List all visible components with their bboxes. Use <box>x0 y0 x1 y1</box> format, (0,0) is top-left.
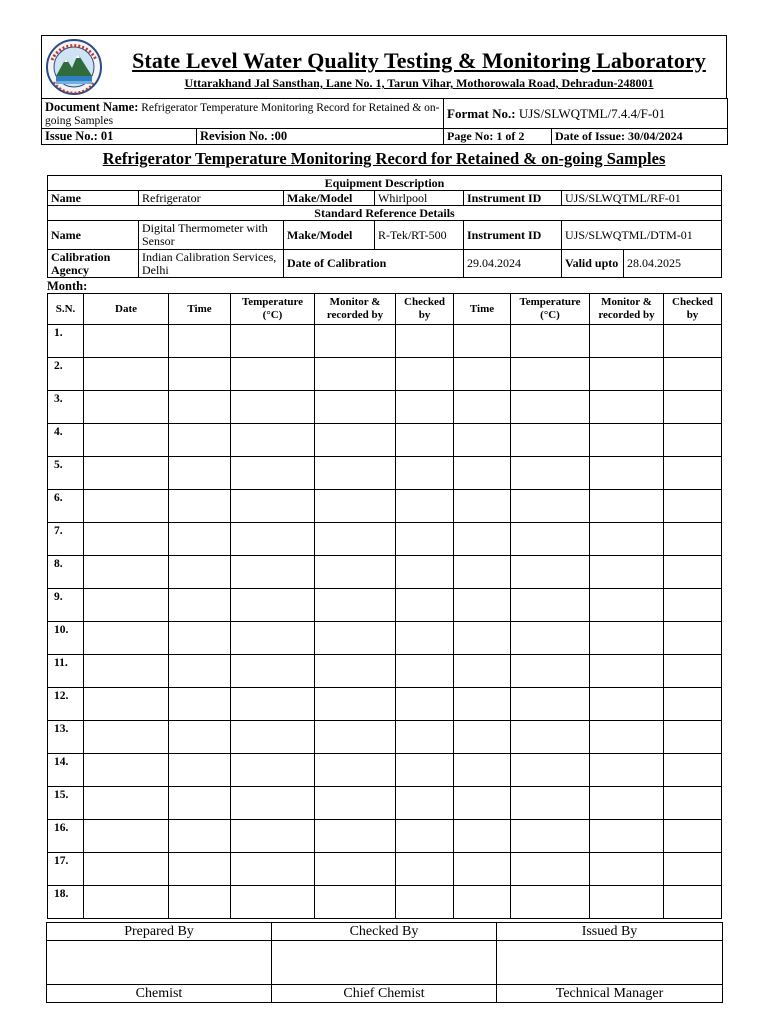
log-row <box>48 325 722 358</box>
log-entry-cell[interactable] <box>664 853 722 886</box>
log-entry-cell[interactable] <box>84 787 169 820</box>
log-row <box>48 754 722 787</box>
log-entry-cell[interactable] <box>511 424 590 457</box>
log-entry-cell[interactable] <box>454 457 511 490</box>
log-entry-cell[interactable] <box>231 754 315 787</box>
column-header: Monitor & recorded by <box>315 294 396 325</box>
log-entry-cell[interactable] <box>664 490 722 523</box>
log-entry-cell[interactable] <box>511 853 590 886</box>
valid-upto-value: 28.04.2025 <box>624 250 722 278</box>
log-entry-cell[interactable] <box>511 589 590 622</box>
log-entry-cell[interactable] <box>231 556 315 589</box>
signature-table <box>46 922 723 1003</box>
log-entry-cell[interactable] <box>590 820 664 853</box>
log-row <box>48 688 722 721</box>
log-entry-cell[interactable] <box>231 655 315 688</box>
temperature-log-table <box>47 293 722 919</box>
log-entry-cell[interactable] <box>396 490 454 523</box>
log-entry-cell[interactable] <box>590 721 664 754</box>
log-entry-cell[interactable] <box>84 556 169 589</box>
log-entry-cell[interactable] <box>664 457 722 490</box>
log-entry-cell[interactable] <box>590 325 664 358</box>
log-entry-cell[interactable] <box>169 523 231 556</box>
row-number: 16. <box>48 820 84 853</box>
calibration-date-value: 29.04.2024 <box>464 250 562 278</box>
log-entry-cell[interactable] <box>454 886 511 919</box>
equipment-id-label: Instrument ID <box>464 191 562 206</box>
log-entry-cell[interactable] <box>169 490 231 523</box>
standard-make-value: R-Tek/RT-500 <box>375 221 464 250</box>
issued-by-role: Technical Manager <box>497 985 723 1003</box>
log-entry-cell[interactable] <box>169 358 231 391</box>
header-banner <box>41 35 727 98</box>
log-entry-cell[interactable] <box>315 457 396 490</box>
log-entry-cell[interactable] <box>590 787 664 820</box>
log-entry-cell[interactable] <box>590 622 664 655</box>
log-entry-cell[interactable] <box>396 589 454 622</box>
row-number: 5. <box>48 457 84 490</box>
log-entry-cell[interactable] <box>454 787 511 820</box>
equipment-details-table <box>47 175 722 278</box>
log-entry-cell[interactable] <box>231 391 315 424</box>
document-control-table <box>41 98 728 145</box>
column-header: Temperature (°C) <box>511 294 590 325</box>
log-entry-cell[interactable] <box>169 820 231 853</box>
row-number: 13. <box>48 721 84 754</box>
laboratory-address: Uttarakhand Jal Sansthan, Lane No. 1, Tarun Vihar, Mothorowala Road, Dehradun-248001 <box>184 76 654 90</box>
log-entry-cell[interactable] <box>84 589 169 622</box>
log-row <box>48 391 722 424</box>
log-entry-cell[interactable] <box>231 589 315 622</box>
log-entry-cell[interactable] <box>590 424 664 457</box>
log-entry-cell[interactable] <box>315 820 396 853</box>
standard-id-label: Instrument ID <box>464 221 562 250</box>
log-entry-cell[interactable] <box>315 688 396 721</box>
log-entry-cell[interactable] <box>231 688 315 721</box>
log-row <box>48 358 722 391</box>
log-entry-cell[interactable] <box>664 754 722 787</box>
log-entry-cell[interactable] <box>511 754 590 787</box>
date-of-issue: Date of Issue: 30/04/2024 <box>552 129 728 145</box>
row-number: 11. <box>48 655 84 688</box>
column-header: Date <box>84 294 169 325</box>
log-entry-cell[interactable] <box>396 457 454 490</box>
log-row <box>48 556 722 589</box>
log-entry-cell[interactable] <box>511 886 590 919</box>
standard-name-value: Digital Thermometer with Sensor <box>139 221 284 250</box>
log-entry-cell[interactable] <box>664 523 722 556</box>
log-entry-cell[interactable] <box>231 457 315 490</box>
log-entry-cell[interactable] <box>454 391 511 424</box>
prepared-by-signature-field[interactable] <box>47 941 272 985</box>
log-entry-cell[interactable] <box>511 490 590 523</box>
log-entry-cell[interactable] <box>664 358 722 391</box>
log-entry-cell[interactable] <box>231 820 315 853</box>
log-entry-cell[interactable] <box>454 556 511 589</box>
log-entry-cell[interactable] <box>396 787 454 820</box>
log-row <box>48 787 722 820</box>
log-row <box>48 490 722 523</box>
log-entry-cell[interactable] <box>454 754 511 787</box>
prepared-by-role: Chemist <box>47 985 272 1003</box>
calibration-date-label: Date of Calibration <box>284 250 464 278</box>
log-row <box>48 721 722 754</box>
log-entry-cell[interactable] <box>454 622 511 655</box>
log-entry-cell[interactable] <box>169 589 231 622</box>
log-entry-cell[interactable] <box>664 325 722 358</box>
log-entry-cell[interactable] <box>396 523 454 556</box>
log-entry-cell[interactable] <box>315 754 396 787</box>
log-entry-cell[interactable] <box>396 391 454 424</box>
log-entry-cell[interactable] <box>84 457 169 490</box>
document-name-label: Document Name: <box>45 100 139 114</box>
log-entry-cell[interactable] <box>315 523 396 556</box>
log-entry-cell[interactable] <box>664 688 722 721</box>
document-name-value: Refrigerator Temperature Monitoring Record for Retained & on-going Samples <box>45 102 440 127</box>
revision-number: Revision No. :00 <box>197 129 444 145</box>
log-entry-cell[interactable] <box>231 325 315 358</box>
log-entry-cell[interactable] <box>169 655 231 688</box>
standard-make-label: Make/Model <box>284 221 375 250</box>
valid-upto-label: Valid upto <box>562 250 624 278</box>
log-entry-cell[interactable] <box>169 325 231 358</box>
log-entry-cell[interactable] <box>590 886 664 919</box>
log-entry-cell[interactable] <box>664 787 722 820</box>
row-number: 17. <box>48 853 84 886</box>
log-entry-cell[interactable] <box>590 523 664 556</box>
log-entry-cell[interactable] <box>511 622 590 655</box>
log-entry-cell[interactable] <box>590 358 664 391</box>
log-row <box>48 622 722 655</box>
log-entry-cell[interactable] <box>396 358 454 391</box>
log-entry-cell[interactable] <box>315 721 396 754</box>
log-entry-cell[interactable] <box>169 754 231 787</box>
log-entry-cell[interactable] <box>169 391 231 424</box>
log-entry-cell[interactable] <box>315 358 396 391</box>
standard-section-title: Standard Reference Details <box>48 206 722 221</box>
log-header-row <box>48 294 722 325</box>
log-entry-cell[interactable] <box>664 391 722 424</box>
row-number: 14. <box>48 754 84 787</box>
log-entry-cell[interactable] <box>231 424 315 457</box>
log-entry-cell[interactable] <box>315 853 396 886</box>
log-entry-cell[interactable] <box>315 886 396 919</box>
row-number: 12. <box>48 688 84 721</box>
log-entry-cell[interactable] <box>84 424 169 457</box>
log-entry-cell[interactable] <box>169 721 231 754</box>
log-entry-cell[interactable] <box>511 391 590 424</box>
log-entry-cell[interactable] <box>396 325 454 358</box>
log-row <box>48 589 722 622</box>
checked-by-header: Checked By <box>272 923 497 941</box>
format-number-cell <box>444 99 728 129</box>
row-number: 10. <box>48 622 84 655</box>
document-name-cell <box>42 99 444 129</box>
log-entry-cell[interactable] <box>231 853 315 886</box>
log-entry-cell[interactable] <box>454 655 511 688</box>
log-entry-cell[interactable] <box>169 622 231 655</box>
organization-logo <box>44 38 104 96</box>
log-entry-cell[interactable] <box>454 853 511 886</box>
row-number: 4. <box>48 424 84 457</box>
row-number: 2. <box>48 358 84 391</box>
log-entry-cell[interactable] <box>511 820 590 853</box>
log-entry-cell[interactable] <box>231 523 315 556</box>
laboratory-name: State Level Water Quality Testing & Monitoring Laboratory <box>132 48 706 73</box>
column-header: Time <box>454 294 511 325</box>
prepared-by-header: Prepared By <box>47 923 272 941</box>
emblem-icon <box>44 38 104 96</box>
log-entry-cell[interactable] <box>664 886 722 919</box>
row-number: 8. <box>48 556 84 589</box>
log-entry-cell[interactable] <box>84 391 169 424</box>
log-row <box>48 424 722 457</box>
document-header <box>41 35 727 145</box>
log-entry-cell[interactable] <box>315 622 396 655</box>
log-entry-cell[interactable] <box>454 589 511 622</box>
row-number: 6. <box>48 490 84 523</box>
log-entry-cell[interactable] <box>84 688 169 721</box>
log-entry-cell[interactable] <box>454 688 511 721</box>
log-entry-cell[interactable] <box>315 556 396 589</box>
log-row <box>48 523 722 556</box>
log-entry-cell[interactable] <box>315 325 396 358</box>
log-entry-cell[interactable] <box>231 721 315 754</box>
log-row <box>48 886 722 919</box>
equipment-name-value: Refrigerator <box>139 191 284 206</box>
column-header: Temperature (°C) <box>231 294 315 325</box>
log-entry-cell[interactable] <box>315 490 396 523</box>
log-entry-cell[interactable] <box>315 655 396 688</box>
log-entry-cell[interactable] <box>396 721 454 754</box>
row-number: 15. <box>48 787 84 820</box>
format-number-label: Format No.: <box>447 106 516 121</box>
equipment-name-label: Name <box>48 191 139 206</box>
log-entry-cell[interactable] <box>454 820 511 853</box>
checked-by-signature-field[interactable] <box>272 941 497 985</box>
column-header: Checked by <box>396 294 454 325</box>
log-entry-cell[interactable] <box>511 721 590 754</box>
log-entry-cell[interactable] <box>511 523 590 556</box>
issue-number: Issue No.: 01 <box>42 129 197 145</box>
log-entry-cell[interactable] <box>664 721 722 754</box>
log-entry-cell[interactable] <box>664 556 722 589</box>
log-entry-cell[interactable] <box>84 853 169 886</box>
log-entry-cell[interactable] <box>396 754 454 787</box>
format-number-value: UJS/SLWQTML/7.4.4/F-01 <box>518 106 666 121</box>
log-entry-cell[interactable] <box>84 754 169 787</box>
log-entry-cell[interactable] <box>231 886 315 919</box>
log-entry-cell[interactable] <box>590 490 664 523</box>
equipment-section-title: Equipment Description <box>48 176 722 191</box>
log-entry-cell[interactable] <box>231 358 315 391</box>
log-entry-cell[interactable] <box>231 490 315 523</box>
log-row <box>48 820 722 853</box>
log-entry-cell[interactable] <box>511 457 590 490</box>
log-entry-cell[interactable] <box>396 853 454 886</box>
calibration-agency-value: Indian Calibration Services, Delhi <box>139 250 284 278</box>
standard-id-value: UJS/SLWQTML/DTM-01 <box>562 221 722 250</box>
log-entry-cell[interactable] <box>454 523 511 556</box>
column-header: Time <box>169 294 231 325</box>
log-entry-cell[interactable] <box>396 556 454 589</box>
log-entry-cell[interactable] <box>590 853 664 886</box>
log-entry-cell[interactable] <box>396 886 454 919</box>
log-entry-cell[interactable] <box>84 523 169 556</box>
issued-by-header: Issued By <box>497 923 723 941</box>
log-entry-cell[interactable] <box>511 358 590 391</box>
log-entry-cell[interactable] <box>169 457 231 490</box>
row-number: 18. <box>48 886 84 919</box>
log-entry-cell[interactable] <box>511 688 590 721</box>
month-label: Month: <box>47 279 88 293</box>
column-header: Checked by <box>664 294 722 325</box>
log-entry-cell[interactable] <box>590 655 664 688</box>
log-entry-cell[interactable] <box>84 325 169 358</box>
log-entry-cell[interactable] <box>169 853 231 886</box>
log-entry-cell[interactable] <box>315 589 396 622</box>
log-entry-cell[interactable] <box>396 424 454 457</box>
log-entry-cell[interactable] <box>169 787 231 820</box>
checked-by-role: Chief Chemist <box>272 985 497 1003</box>
log-entry-cell[interactable] <box>315 787 396 820</box>
log-entry-cell[interactable] <box>454 325 511 358</box>
standard-name-label: Name <box>48 221 139 250</box>
log-entry-cell[interactable] <box>511 787 590 820</box>
log-row <box>48 655 722 688</box>
log-entry-cell[interactable] <box>454 721 511 754</box>
log-entry-cell[interactable] <box>454 490 511 523</box>
log-entry-cell[interactable] <box>454 424 511 457</box>
log-entry-cell[interactable] <box>396 820 454 853</box>
log-entry-cell[interactable] <box>231 787 315 820</box>
row-number: 7. <box>48 523 84 556</box>
equipment-make-value: Whirlpool <box>375 191 464 206</box>
row-number: 3. <box>48 391 84 424</box>
log-entry-cell[interactable] <box>511 556 590 589</box>
log-entry-cell[interactable] <box>590 754 664 787</box>
log-body <box>48 325 722 919</box>
log-entry-cell[interactable] <box>84 655 169 688</box>
log-entry-cell[interactable] <box>664 820 722 853</box>
log-entry-cell[interactable] <box>590 556 664 589</box>
calibration-agency-label: Calibration Agency <box>48 250 139 278</box>
log-entry-cell[interactable] <box>664 424 722 457</box>
log-entry-cell[interactable] <box>84 886 169 919</box>
row-number: 1. <box>48 325 84 358</box>
log-entry-cell[interactable] <box>511 325 590 358</box>
log-entry-cell[interactable] <box>590 391 664 424</box>
log-entry-cell[interactable] <box>396 622 454 655</box>
log-entry-cell[interactable] <box>664 589 722 622</box>
log-entry-cell[interactable] <box>169 556 231 589</box>
log-entry-cell[interactable] <box>84 721 169 754</box>
log-entry-cell[interactable] <box>454 358 511 391</box>
page-number: Page No: 1 of 2 <box>444 129 552 145</box>
log-entry-cell[interactable] <box>315 424 396 457</box>
log-entry-cell[interactable] <box>169 688 231 721</box>
page-title: Refrigerator Temperature Monitoring Record for Retained & on-going Samples <box>102 149 666 168</box>
column-header: S.N. <box>48 294 84 325</box>
log-entry-cell[interactable] <box>396 655 454 688</box>
log-entry-cell[interactable] <box>315 391 396 424</box>
log-entry-cell[interactable] <box>169 886 231 919</box>
log-entry-cell[interactable] <box>84 820 169 853</box>
log-entry-cell[interactable] <box>511 655 590 688</box>
log-entry-cell[interactable] <box>84 622 169 655</box>
log-entry-cell[interactable] <box>590 688 664 721</box>
log-entry-cell[interactable] <box>664 655 722 688</box>
log-entry-cell[interactable] <box>231 622 315 655</box>
log-row <box>48 457 722 490</box>
log-entry-cell[interactable] <box>590 589 664 622</box>
equipment-make-label: Make/Model <box>284 191 375 206</box>
log-entry-cell[interactable] <box>396 688 454 721</box>
log-entry-cell[interactable] <box>664 622 722 655</box>
log-entry-cell[interactable] <box>84 490 169 523</box>
equipment-id-value: UJS/SLWQTML/RF-01 <box>562 191 722 206</box>
log-entry-cell[interactable] <box>590 457 664 490</box>
log-entry-cell[interactable] <box>84 358 169 391</box>
row-number: 9. <box>48 589 84 622</box>
log-row <box>48 853 722 886</box>
issued-by-signature-field[interactable] <box>497 941 723 985</box>
column-header: Monitor & recorded by <box>590 294 664 325</box>
log-entry-cell[interactable] <box>169 424 231 457</box>
